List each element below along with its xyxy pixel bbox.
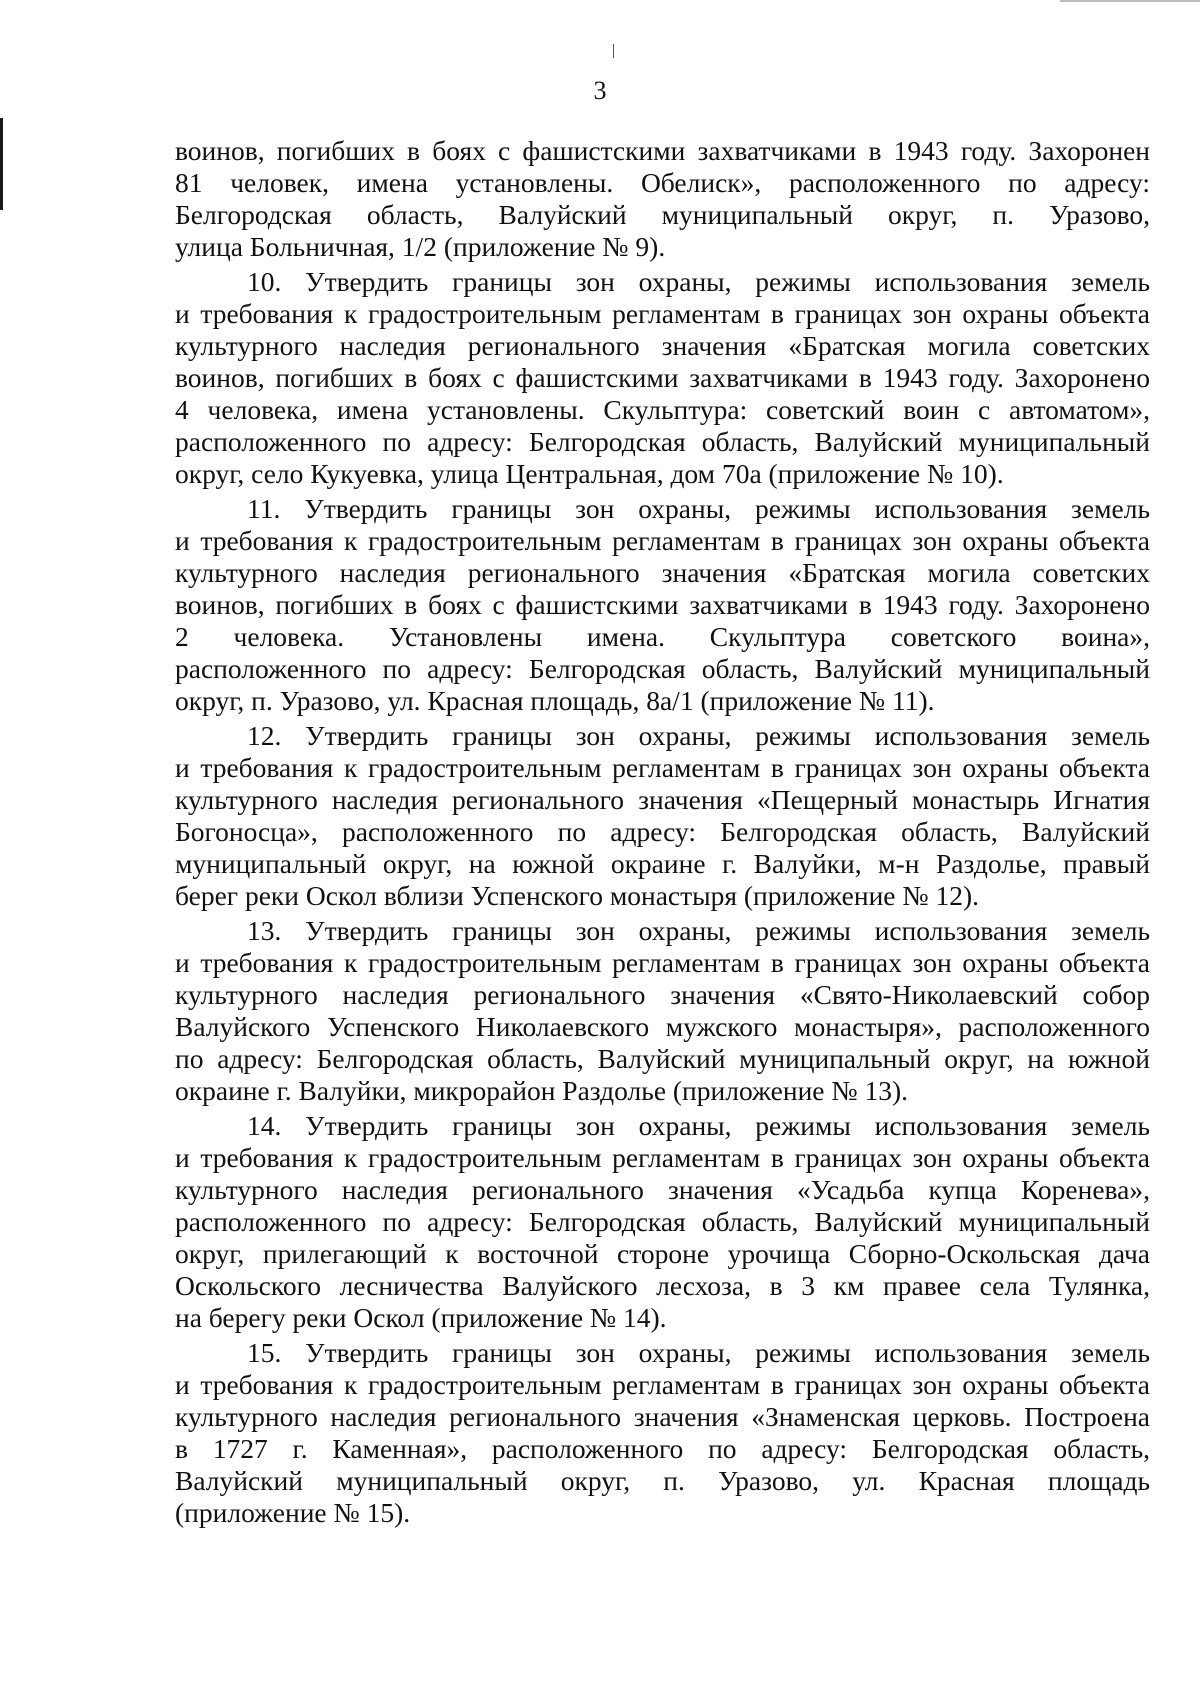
paragraph-item [175, 266, 1150, 490]
text-line: и требования к градостроительным регламентам в границах зон охраны объекта [175, 1142, 1150, 1173]
text-line: окраине г. Валуйки, микрорайон Раздолье (приложение № 13). [175, 1075, 909, 1106]
paragraph-item [175, 915, 1150, 1107]
text-line: Белгородская область, Валуйский муниципальный округ, п. Уразово, [175, 199, 1150, 230]
text-line: культурного наследия регионального значения «Усадьба купца Коренева», [175, 1174, 1150, 1205]
text-line: культурного наследия регионального значения «Пещерный монастырь Игнатия [175, 784, 1150, 815]
text-line: Валуйского Успенского Николаевского мужского монастыря», расположенного [175, 1011, 1150, 1042]
text-line: (приложение № 15). [175, 1497, 411, 1528]
text-line: 10. Утвердить границы зон охраны, режимы использования земель [247, 266, 1150, 297]
text-line: округ, п. Уразово, ул. Красная площадь, 8а/1 (приложение № 11). [175, 685, 935, 716]
text-line: муниципальный округ, на южной окраине г. Валуйки, м-н Раздолье, правый [175, 848, 1150, 879]
text-line: 14. Утвердить границы зон охраны, режимы использования земель [247, 1110, 1150, 1141]
scan-edge-top [1060, 0, 1200, 2]
text-line: воинов, погибших в боях с фашистскими захватчиками в 1943 году. Захоронено [175, 362, 1150, 393]
paragraph-item [175, 493, 1150, 717]
paragraph-item [175, 720, 1150, 912]
text-line: и требования к градостроительным регламентам в границах зон охраны объекта [175, 1369, 1150, 1400]
paragraph-item [175, 1337, 1150, 1529]
text-line: культурного наследия регионального значения «Братская могила советских [175, 330, 1150, 361]
text-line: и требования к градостроительным регламентам в границах зон охраны объекта [175, 947, 1150, 978]
text-line: Оскольского лесничества Валуйского лесхоза, в 3 км правее села Тулянка, [175, 1270, 1150, 1301]
text-line: расположенного по адресу: Белгородская область, Валуйский муниципальный [175, 1206, 1150, 1237]
text-line: Валуйский муниципальный округ, п. Уразово, ул. Красная площадь [175, 1465, 1150, 1496]
text-line: улица Больничная, 1/2 (приложение № 9). [175, 231, 666, 262]
text-line: 12. Утвердить границы зон охраны, режимы использования земель [247, 720, 1150, 751]
text-line: и требования к градостроительным регламентам в границах зон охраны объекта [175, 752, 1150, 783]
text-line: 81 человек, имена установлены. Обелиск», расположенного по адресу: [175, 167, 1150, 198]
text-line: на берегу реки Оскол (приложение № 14). [175, 1302, 667, 1333]
text-line: воинов, погибших в боях с фашистскими захватчиками в 1943 году. Захоронено [175, 589, 1150, 620]
text-line: расположенного по адресу: Белгородская область, Валуйский муниципальный [175, 426, 1150, 457]
text-line: Богоносца», расположенного по адресу: Белгородская область, Валуйский [175, 816, 1150, 847]
text-line: берег реки Оскол вблизи Успенского монастыря (приложение № 12). [175, 880, 980, 911]
scan-edge-left [0, 118, 3, 210]
text-line: воинов, погибших в боях с фашистскими захватчиками в 1943 году. Захоронен [175, 135, 1150, 166]
text-line: округ, село Кукуевка, улица Центральная, дом 70а (приложение № 10). [175, 458, 1004, 489]
text-line: 2 человека. Установлены имена. Скульптура советского воина», [175, 621, 1150, 652]
text-line: 15. Утвердить границы зон охраны, режимы использования земель [247, 1337, 1150, 1368]
page-number: 3 [593, 76, 607, 105]
text-line: культурного наследия регионального значения «Знаменская церковь. Построена [175, 1401, 1150, 1432]
text-line: расположенного по адресу: Белгородская область, Валуйский муниципальный [175, 653, 1150, 684]
text-line: в 1727 г. Каменная», расположенного по адресу: Белгородская область, [175, 1433, 1150, 1464]
text-line: 13. Утвердить границы зон охраны, режимы использования земель [247, 915, 1150, 946]
text-line: 4 человека, имена установлены. Скульптура: советский воин с автоматом», [175, 394, 1150, 425]
text-line: культурного наследия регионального значения «Свято-Николаевский собор [175, 979, 1150, 1010]
text-line: и требования к градостроительным регламентам в границах зон охраны объекта [175, 298, 1150, 329]
document-body [175, 135, 1150, 1529]
text-line: и требования к градостроительным регламентам в границах зон охраны объекта [175, 525, 1150, 556]
paragraph-continued [175, 135, 1150, 263]
paragraph-item [175, 1110, 1150, 1334]
text-line: по адресу: Белгородская область, Валуйский муниципальный округ, на южной [175, 1043, 1150, 1074]
text-line: округ, прилегающий к восточной стороне урочища Сборно-Оскольская дача [175, 1238, 1150, 1269]
text-line: культурного наследия регионального значения «Братская могила советских [175, 557, 1150, 588]
text-line: 11. Утвердить границы зон охраны, режимы использования земель [247, 493, 1150, 524]
scan-tick-mark [613, 44, 614, 58]
